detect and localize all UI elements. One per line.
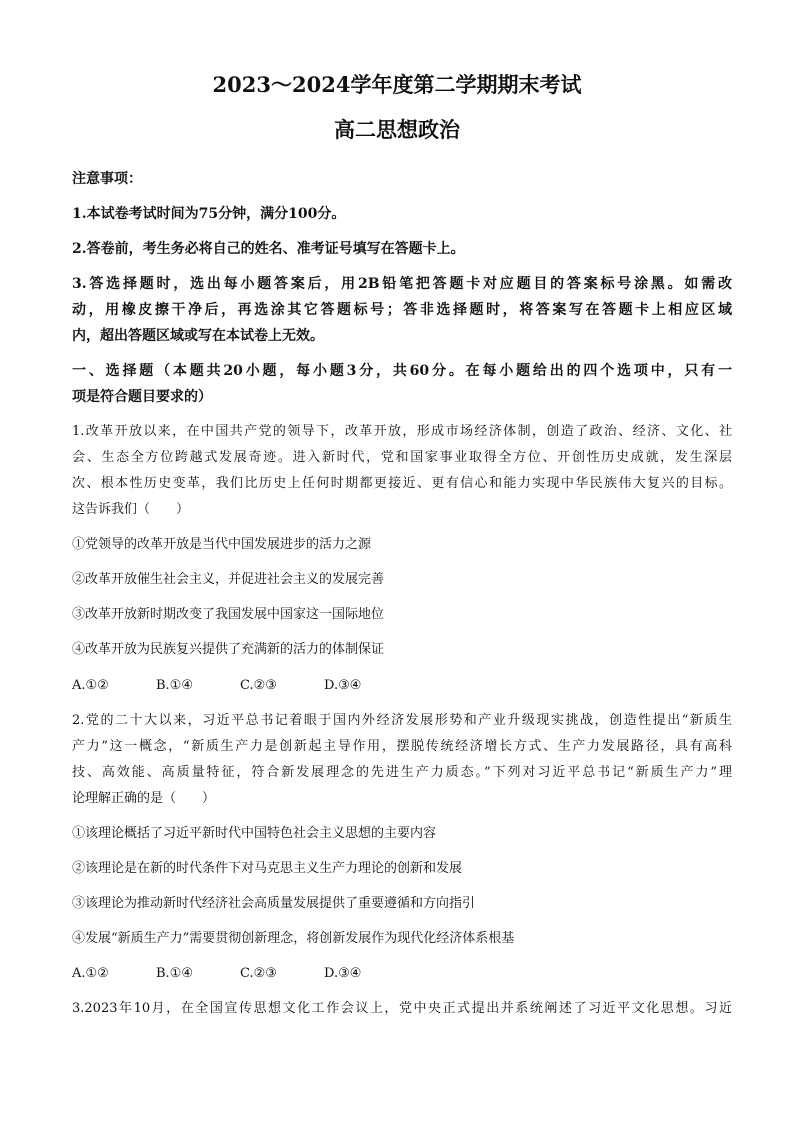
q2-stem-line-1: 2.党的二十大以来，习近平总书记着眼于国内外经济发展形势和产业升级现实挑战，创造性提出“新质生 bbox=[72, 713, 732, 728]
notice-heading: 注意事项： bbox=[72, 171, 142, 187]
q1-stem-line-3: 次、根本性历史变革，我们比历史上任何时期都更接近、更有信心和能力实现中华民族伟大复兴的目标。 bbox=[72, 476, 732, 491]
q1-statement-3: ③改革开放新时期改变了我国发展中国家这一国际地位 bbox=[72, 607, 385, 622]
q3-stem-line-1: 3.2023年10月，在全国宣传思想文化工作会议上，党中央正式提出并系统阐述了习近平文化思想。习近 bbox=[72, 1001, 732, 1016]
q1-option-b: B.①④ bbox=[156, 678, 193, 693]
q2-option-d: D.③④ bbox=[324, 966, 362, 981]
exam-subject: 高二思想政治 bbox=[334, 117, 460, 142]
q1-statement-4: ④改革开放为民族复兴提供了充满新的活力的体制保证 bbox=[72, 642, 385, 657]
q2-stem-line-4: 论理解正确的是（ ） bbox=[72, 791, 216, 806]
notice-item-1: 1.本试卷考试时间为75分钟，满分100分。 bbox=[72, 206, 346, 222]
q1-stem-line-1: 1.改革开放以来，在中国共产党的领导下，改革开放，形成市场经济体制，创造了政治、经济、文化、社 bbox=[72, 424, 732, 439]
q1-option-d: D.③④ bbox=[324, 678, 362, 693]
notice-item-3-line-1: 3.答选择题时，选出每小题答案后，用2B铅笔把答题卡对应题目的答案标号涂黑。如需改 bbox=[72, 276, 732, 292]
section-heading-line-1: 一、选择题（本题共20小题，每小题3分，共60分。在每小题给出的四个选项中，只有一 bbox=[72, 363, 732, 379]
section-heading-line-2: 项是符合题目要求的） bbox=[72, 389, 212, 405]
q1-stem-line-2: 会、生态全方位跨越式发展奇迹。进入新时代，党和国家事业取得全方位、开创性历史成就，发生深层 bbox=[72, 450, 732, 465]
q2-option-a: A.①② bbox=[72, 966, 109, 981]
q1-options bbox=[72, 673, 408, 699]
q2-option-c: C.②③ bbox=[240, 966, 277, 981]
q2-stem-line-3: 技、高效能、高质量特征，符合新发展理念的先进生产力质态。”下列对习近平总书记“新质生产力”理 bbox=[72, 765, 732, 780]
notice-item-3-line-3: 内，超出答题区域或写在本试卷上无效。 bbox=[72, 328, 324, 344]
q1-option-c: C.②③ bbox=[240, 678, 277, 693]
q2-statement-2: ②该理论是在新的时代条件下对马克思主义生产力理论的创新和发展 bbox=[72, 861, 463, 876]
q2-options bbox=[72, 961, 408, 987]
q1-option-a: A.①② bbox=[72, 678, 109, 693]
exam-title: 2023～2024学年度第二学期期末考试 bbox=[212, 72, 582, 97]
q2-statement-1: ①该理论概括了习近平新时代中国特色社会主义思想的主要内容 bbox=[72, 826, 437, 841]
q2-statement-3: ③该理论为推动新时代经济社会高质量发展提供了重要遵循和方向指引 bbox=[72, 896, 476, 911]
q1-statement-2: ②改革开放催生社会主义，并促进社会主义的发展完善 bbox=[72, 572, 385, 587]
q2-statement-4: ④发展“新质生产力”需要贯彻创新理念，将创新发展作为现代化经济体系根基 bbox=[72, 931, 515, 946]
q2-stem-line-2: 产力”这一概念，“新质生产力是创新起主导作用，摆脱传统经济增长方式、生产力发展路径，具有高科 bbox=[72, 739, 732, 754]
notice-item-3-line-2: 动，用橡皮擦干净后，再选涂其它答题标号；答非选择题时，将答案写在答题卡上相应区域 bbox=[72, 302, 732, 318]
q2-option-b: B.①④ bbox=[156, 966, 193, 981]
notice-item-2: 2.答卷前，考生务必将自己的姓名、准考证号填写在答题卡上。 bbox=[72, 241, 465, 257]
q1-stem-line-4: 这告诉我们（ ） bbox=[72, 502, 190, 517]
q1-statement-1: ①党领导的改革开放是当代中国发展进步的活力之源 bbox=[72, 537, 372, 552]
